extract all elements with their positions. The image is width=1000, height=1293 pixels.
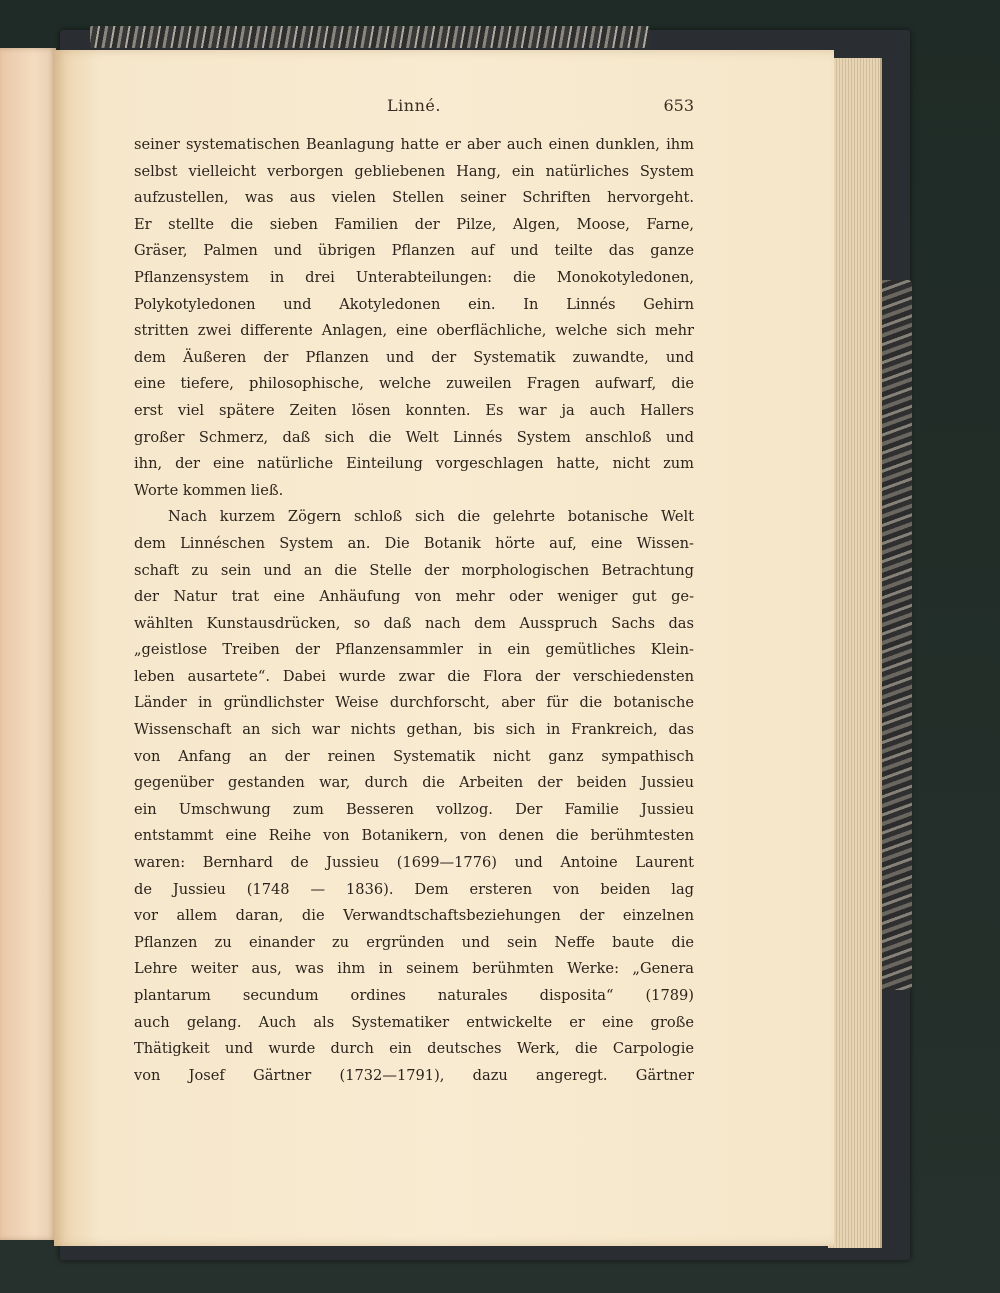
text-line: Länder in gründlichster Weise durchforscht, aber für die botanische xyxy=(134,694,694,712)
text-line: aufzustellen, was aus vielen Stellen seiner Schriften hervorgeht. xyxy=(134,189,694,207)
text-line: ein Umschwung zum Besseren vollzog. Der Familie Jussieu xyxy=(134,800,694,818)
text-line: Thätigkeit und wurde durch ein deutsches Werk, die Carpologie xyxy=(134,1040,694,1058)
text-line: gegenüber gestanden war, durch die Arbeiten der beiden Jussieu xyxy=(134,774,694,792)
body-text xyxy=(134,132,694,1089)
text-line: Gräser, Palmen und übrigen Pflanzen auf und teilte das ganze xyxy=(134,242,694,260)
text-line: wählten Kunstausdrücken, so daß nach dem Ausspruch Sachs das xyxy=(134,614,694,632)
text-line: vor allem daran, die Verwandtschaftsbeziehungen der einzelnen xyxy=(134,907,694,925)
running-head: Linné. xyxy=(387,96,441,115)
text-line: Lehre weiter aus, was ihm in seinem berühmten Werke: „Genera xyxy=(134,960,694,978)
text-line: „geistlose Treiben der Pflanzensammler in ein gemütliches Klein- xyxy=(134,641,694,659)
book-spine-ornament xyxy=(90,26,650,48)
text-line: waren: Bernhard de Jussieu (1699—1776) und Antoine Laurent xyxy=(134,854,694,872)
left-page-edge xyxy=(0,48,56,1240)
text-line: leben ausartete“. Dabei wurde zwar die Flora der verschiedensten xyxy=(134,667,694,685)
text-line: dem Äußeren der Pflanzen und der Systematik zuwandte, und xyxy=(134,348,694,366)
text-line: großer Schmerz, daß sich die Welt Linnés System anschloß und xyxy=(134,428,694,446)
text-line: dem Linnéschen System an. Die Botanik hörte auf, eine Wissen- xyxy=(134,534,694,552)
text-line: Pflanzensystem in drei Unterabteilungen: die Monokotyledonen, xyxy=(134,268,694,286)
text-line: eine tiefere, philosophische, welche zuweilen Fragen aufwarf, die xyxy=(134,375,694,393)
text-line: entstammt eine Reihe von Botanikern, von denen die berühmtesten xyxy=(134,827,694,845)
book-edge-ornament xyxy=(880,280,912,990)
text-line: auch gelang. Auch als Systematiker entwickelte er eine große xyxy=(134,1013,694,1031)
text-line: Er stellte die sieben Familien der Pilze, Algen, Moose, Farne, xyxy=(134,215,694,233)
text-line: Worte kommen ließ. xyxy=(134,481,284,499)
text-line: von Josef Gärtner (1732—1791), dazu angeregt. Gärtner xyxy=(134,1066,694,1084)
text-line: erst viel spätere Zeiten lösen konnten. Es war ja auch Hallers xyxy=(134,401,694,419)
text-line: schaft zu sein und an die Stelle der morphologischen Betrachtung xyxy=(134,561,694,579)
text-line: von Anfang an der reinen Systematik nicht ganz sympathisch xyxy=(134,747,694,765)
text-line: Wissenschaft an sich war nichts gethan, bis sich in Frankreich, das xyxy=(134,721,694,739)
text-line: de Jussieu (1748 — 1836). Dem ersteren von beiden lag xyxy=(134,880,694,898)
text-line: plantarum secundum ordines naturales disposita“ (1789) xyxy=(134,987,694,1004)
text-line: selbst vielleicht verborgen gebliebenen Hang, ein natürliches System xyxy=(134,162,694,180)
page-number: 653 xyxy=(663,96,694,115)
text-line: Polykotyledonen und Akotyledonen ein. In Linnés Gehirn xyxy=(134,295,694,313)
text-line: der Natur trat eine Anhäufung von mehr oder weniger gut ge- xyxy=(134,588,694,606)
text-line: Nach kurzem Zögern schloß sich die gelehrte botanische Welt xyxy=(168,508,694,526)
page-header xyxy=(134,96,694,122)
text-line: ihn, der eine natürliche Einteilung vorgeschlagen hatte, nicht zum xyxy=(134,455,694,473)
page-block-edges xyxy=(828,58,882,1248)
text-line: Pflanzen zu einander zu ergründen und sein Neffe baute die xyxy=(134,933,694,951)
text-line: seiner systematischen Beanlagung hatte er aber auch einen dunklen, ihm xyxy=(134,136,694,153)
text-line: stritten zwei differente Anlagen, eine oberflächliche, welche sich mehr xyxy=(134,322,694,340)
